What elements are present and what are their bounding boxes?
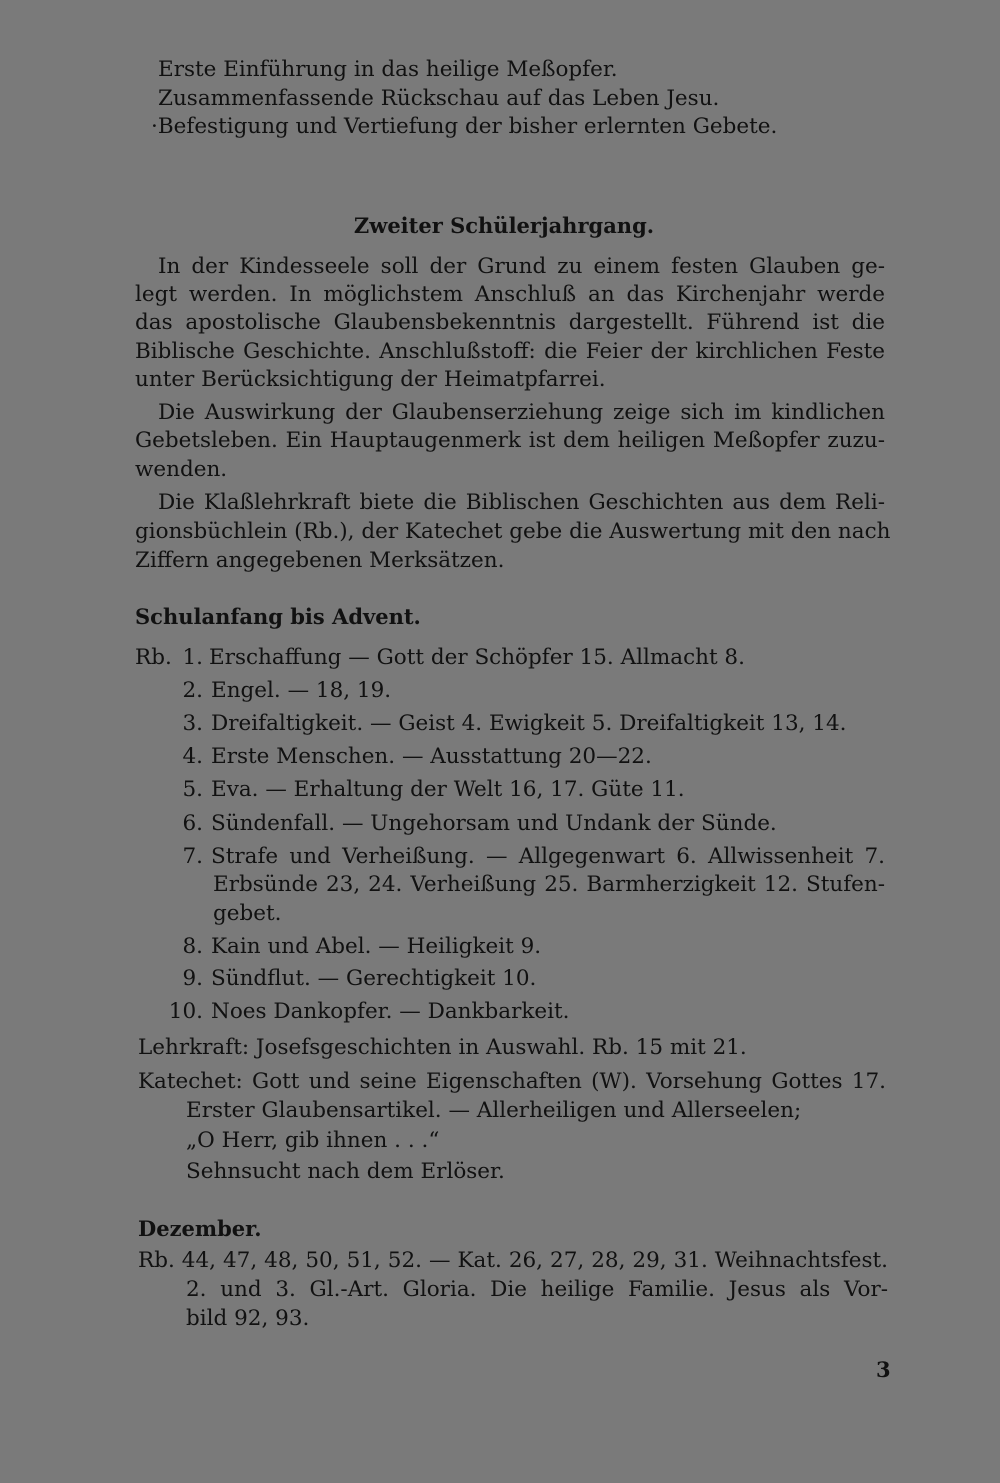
katechet-line: „O Herr, gib ihnen . . .“ xyxy=(186,1128,440,1153)
item-number: 7. xyxy=(182,844,203,869)
item-text: Eva. — Erhaltung der Welt 16, 17. Güte 11. xyxy=(211,777,685,802)
item-text: Dreifaltigkeit. — Geist 4. Ewigkeit 5. Dreifaltigkeit 13, 14. xyxy=(211,711,847,736)
paragraph-line: Ziffern angegebenen Merksätzen. xyxy=(135,548,505,573)
dezember-line: Rb. 44, 47, 48, 50, 51, 52. — Kat. 26, 27, 28, 29, 31. Weihnachtsfest. xyxy=(138,1248,888,1273)
item-number: 8. xyxy=(182,934,203,959)
paragraph-line: Die Auswirkung der Glaubenserziehung zeige sich im kindlichen xyxy=(158,400,885,425)
subsection-title: Dezember. xyxy=(138,1216,262,1241)
item-text: Strafe und Verheißung. — Allgegenwart 6. Allwissenheit 7. xyxy=(211,844,885,869)
paragraph-line: gionsbüchlein (Rb.), der Katechet gebe die Auswertung mit den nach xyxy=(135,519,891,544)
item-number: 5. xyxy=(182,777,203,802)
subsection-title: Schulanfang bis Advent. xyxy=(135,604,421,629)
katechet-line: Katechet: Gott und seine Eigenschaften (W). Vorsehung Gottes 17. xyxy=(138,1069,886,1094)
item-text: Kain und Abel. — Heiligkeit 9. xyxy=(211,934,542,959)
item-text: Sündenfall. — Ungehorsam und Undank der Sünde. xyxy=(211,811,777,836)
item-number: 1. xyxy=(182,645,203,670)
paragraph-line: Gebetsleben. Ein Hauptaugenmerk ist dem heiligen Meßopfer zuzu- xyxy=(135,428,885,453)
item-number: 2. xyxy=(182,678,203,703)
item-text: gebet. xyxy=(213,901,282,926)
paragraph-line: Biblische Geschichte. Anschlußstoff: die Feier der kirchlichen Feste xyxy=(135,339,885,364)
item-number: 10. xyxy=(168,999,203,1024)
paragraph-line: Die Klaßlehrkraft biete die Biblischen Geschichten aus dem Reli- xyxy=(158,490,885,515)
item-text: Engel. — 18, 19. xyxy=(211,678,392,703)
item-text: Noes Dankopfer. — Dankbarkeit. xyxy=(211,999,570,1024)
katechet-line: Erster Glaubensartikel. — Allerheiligen und Allerseelen; xyxy=(186,1098,802,1123)
rb-prefix: Rb. xyxy=(135,645,172,670)
section-title: Zweiter Schülerjahrgang. xyxy=(353,213,655,238)
paragraph-line: unter Berücksichtigung der Heimatpfarrei. xyxy=(135,367,606,392)
intro-line: Zusammenfassende Rückschau auf das Leben Jesu. xyxy=(158,86,720,111)
paragraph-line: das apostolische Glaubensbekenntnis dargestellt. Führend ist die xyxy=(135,310,885,335)
item-text: Erbsünde 23, 24. Verheißung 25. Barmherzigkeit 12. Stufen- xyxy=(213,872,885,897)
item-text: Erschaffung — Gott der Schöpfer 15. Allmacht 8. xyxy=(209,645,745,670)
item-text: Erste Menschen. — Ausstattung 20—22. xyxy=(211,744,652,769)
item-text: Sündflut. — Gerechtigkeit 10. xyxy=(211,966,537,991)
paragraph-line: legt werden. In möglichstem Anschluß an das Kirchenjahr werde xyxy=(135,282,885,307)
dezember-line: 2. und 3. Gl.-Art. Gloria. Die heilige Familie. Jesus als Vor- xyxy=(186,1277,888,1302)
intro-line: Erste Einführung in das heilige Meßopfer. xyxy=(158,57,618,82)
paragraph-line: In der Kindesseele soll der Grund zu einem festen Glauben ge- xyxy=(158,254,885,279)
intro-line: ·Befestigung und Vertiefung der bisher erlernten Gebete. xyxy=(151,114,778,139)
paragraph-line: wenden. xyxy=(135,457,228,482)
lehrkraft-line: Lehrkraft: Josefsgeschichten in Auswahl. Rb. 15 mit 21. xyxy=(138,1035,747,1060)
item-number: 4. xyxy=(182,744,203,769)
item-number: 6. xyxy=(182,811,203,836)
item-number: 3. xyxy=(182,711,203,736)
dezember-line: bild 92, 93. xyxy=(186,1306,310,1331)
katechet-line: Sehnsucht nach dem Erlöser. xyxy=(186,1159,505,1184)
page-number: 3 xyxy=(876,1357,891,1382)
item-number: 9. xyxy=(182,966,203,991)
